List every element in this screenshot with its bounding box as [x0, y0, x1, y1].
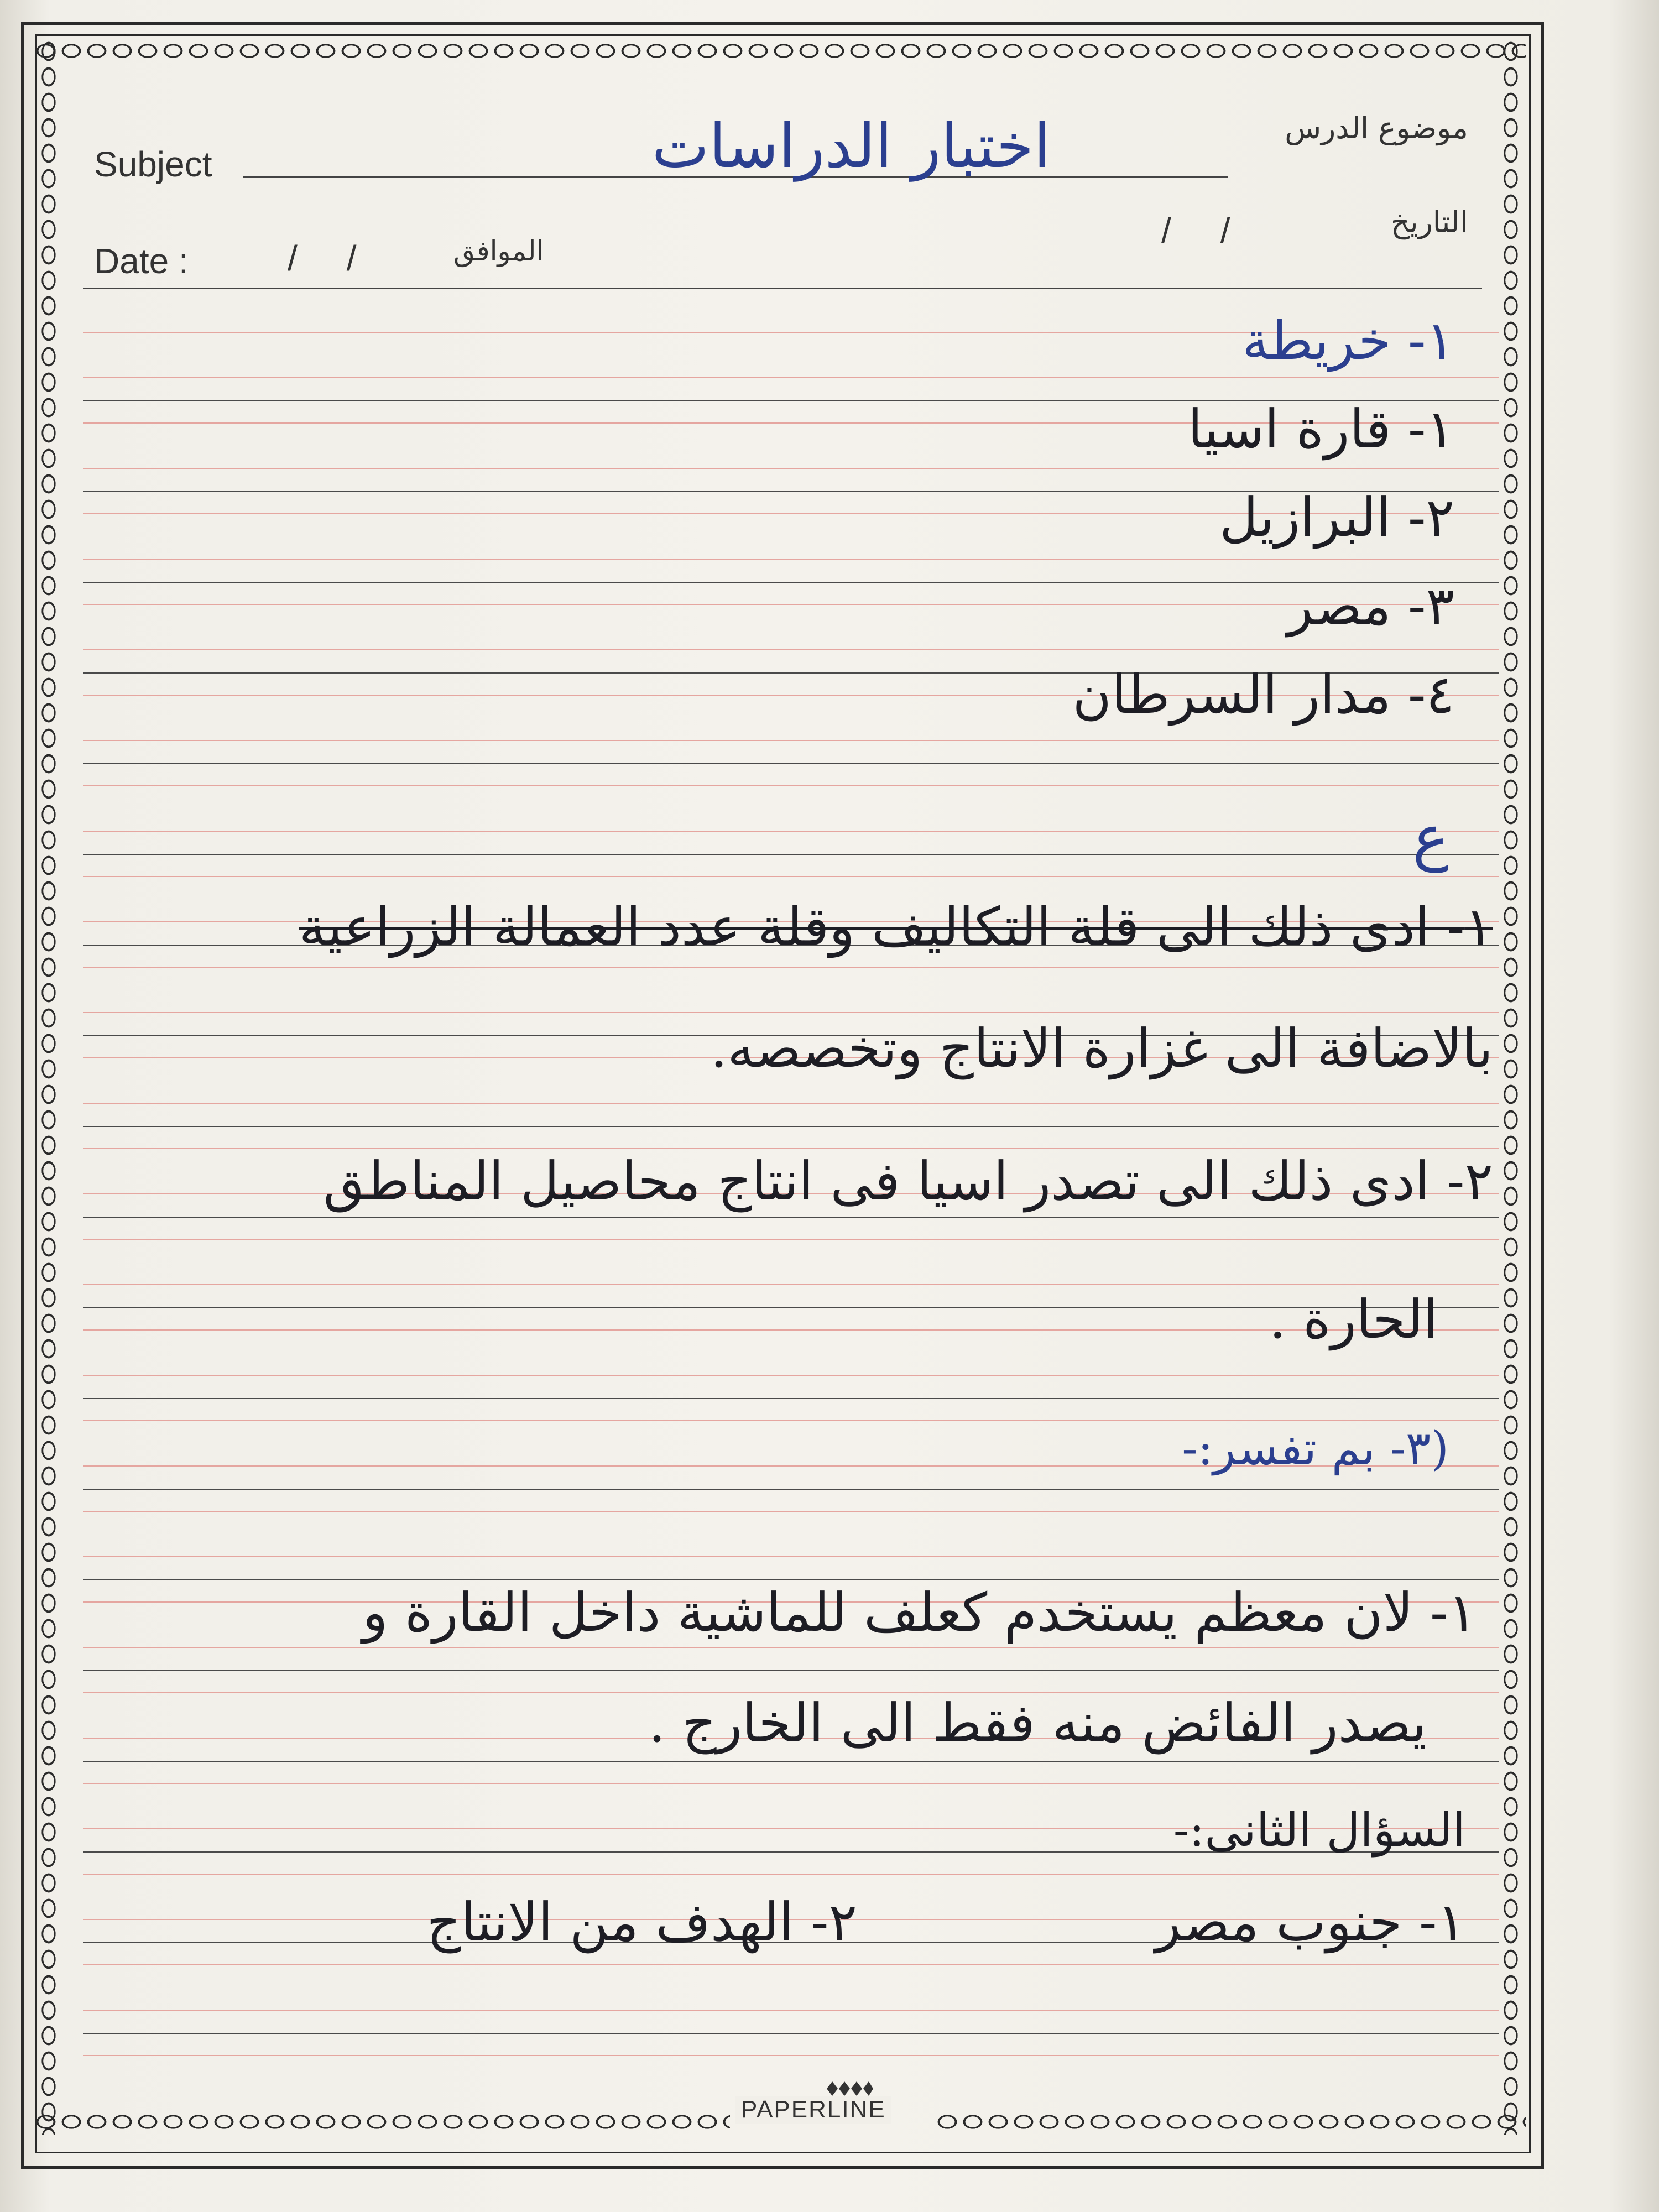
border-chain-bottom-left: [33, 2110, 730, 2134]
q2-mark: ع: [1412, 802, 1449, 873]
red-rule-line: [83, 1783, 1499, 1784]
q3-answer-line-1: ١- لان معظم يستخدم كعلف للماشية داخل القارة و: [362, 1582, 1477, 1644]
red-rule-line: [83, 2055, 1499, 2056]
border-chain-right: [1499, 39, 1523, 2135]
red-rule-line: [83, 876, 1499, 877]
gray-rule-line: [83, 1670, 1499, 1671]
q1-item-3: ٣- مصر: [1287, 575, 1454, 637]
gray-rule-line: [83, 1579, 1499, 1580]
red-rule-line: [83, 1284, 1499, 1285]
red-rule-line: [83, 785, 1499, 786]
red-rule-line: [83, 1239, 1499, 1240]
q1-item-2: ٢- البرازيل: [1219, 487, 1454, 549]
date-slashes-left: / /: [288, 238, 357, 278]
red-rule-line: [83, 2010, 1499, 2011]
date-line: [83, 288, 1482, 289]
date-slashes-right: / /: [1161, 211, 1230, 251]
second-question-answer-1: ١- جنوب مصر: [1155, 1891, 1465, 1953]
red-rule-line: [83, 377, 1499, 378]
gray-rule-line: [83, 1126, 1499, 1127]
q2-answer-2-line-1: ٢- ادى ذلك الى تصدر اسيا فى انتاج محاصيل المناطق: [323, 1150, 1493, 1212]
second-question-answer-2: ٢- الهدف من الانتاج: [426, 1891, 857, 1953]
red-rule-line: [83, 1964, 1499, 1965]
red-rule-line: [83, 1556, 1499, 1557]
subject-label-ar: موضوع الدرس: [1285, 111, 1468, 145]
red-rule-line: [83, 604, 1499, 605]
hijri-label: الموافق: [453, 235, 544, 267]
brand-logo-icon: [827, 2081, 873, 2096]
red-rule-line: [83, 1375, 1499, 1376]
red-rule-line: [83, 740, 1499, 741]
red-rule-line: [83, 559, 1499, 560]
red-rule-line: [83, 1012, 1499, 1013]
border-chain-top: [33, 39, 1526, 63]
red-rule-line: [83, 1148, 1499, 1149]
red-rule-line: [83, 1103, 1499, 1104]
date-label: Date :: [94, 241, 189, 281]
gray-rule-line: [83, 1398, 1499, 1399]
red-rule-line: [83, 967, 1499, 968]
second-question-heading: السؤال الثانى:-: [1173, 1803, 1465, 1857]
q2-answer-2-line-2: الحارة .: [1269, 1288, 1438, 1350]
q1-heading: ١- خريطة: [1242, 310, 1454, 372]
q2-answer-1-line-2: بالاضافة الى غزارة الانتاج وتخصصه.: [710, 1018, 1493, 1079]
subject-value: اختبار الدراسات: [651, 111, 1051, 181]
gray-rule-line: [83, 1761, 1499, 1762]
border-chain-bottom-right: [935, 2110, 1526, 2134]
q3-answer-line-2: يصدر الفائض منه فقط الى الخارج .: [648, 1692, 1427, 1754]
gray-rule-line: [83, 2033, 1499, 2034]
gray-rule-line: [83, 763, 1499, 764]
q2-answer-1-line-1: ١- ادى ذلك الى قلة التكاليف وقلة عدد العمالة الزراعية: [299, 896, 1493, 958]
red-rule-line: [83, 1511, 1499, 1512]
red-rule-line: [83, 1874, 1499, 1875]
red-rule-line: [83, 468, 1499, 469]
gray-rule-line: [83, 582, 1499, 583]
red-rule-line: [83, 649, 1499, 650]
subject-label: Subject: [94, 144, 212, 184]
red-rule-line: [83, 831, 1499, 832]
gray-rule-line: [83, 1489, 1499, 1490]
brand-name: PAPERLINE: [735, 2096, 891, 2124]
date-label-ar: التاريخ: [1390, 205, 1468, 239]
border-chain-left: [36, 39, 61, 2135]
red-rule-line: [83, 1647, 1499, 1648]
gray-rule-line: [83, 1217, 1499, 1218]
q1-item-1: ١- قارة اسيا: [1187, 398, 1454, 460]
q3-heading: (٣- بم تفسر:-: [1182, 1421, 1449, 1475]
gray-rule-line: [83, 854, 1499, 855]
q1-item-4: ٤- مدار السرطان: [1072, 664, 1454, 726]
